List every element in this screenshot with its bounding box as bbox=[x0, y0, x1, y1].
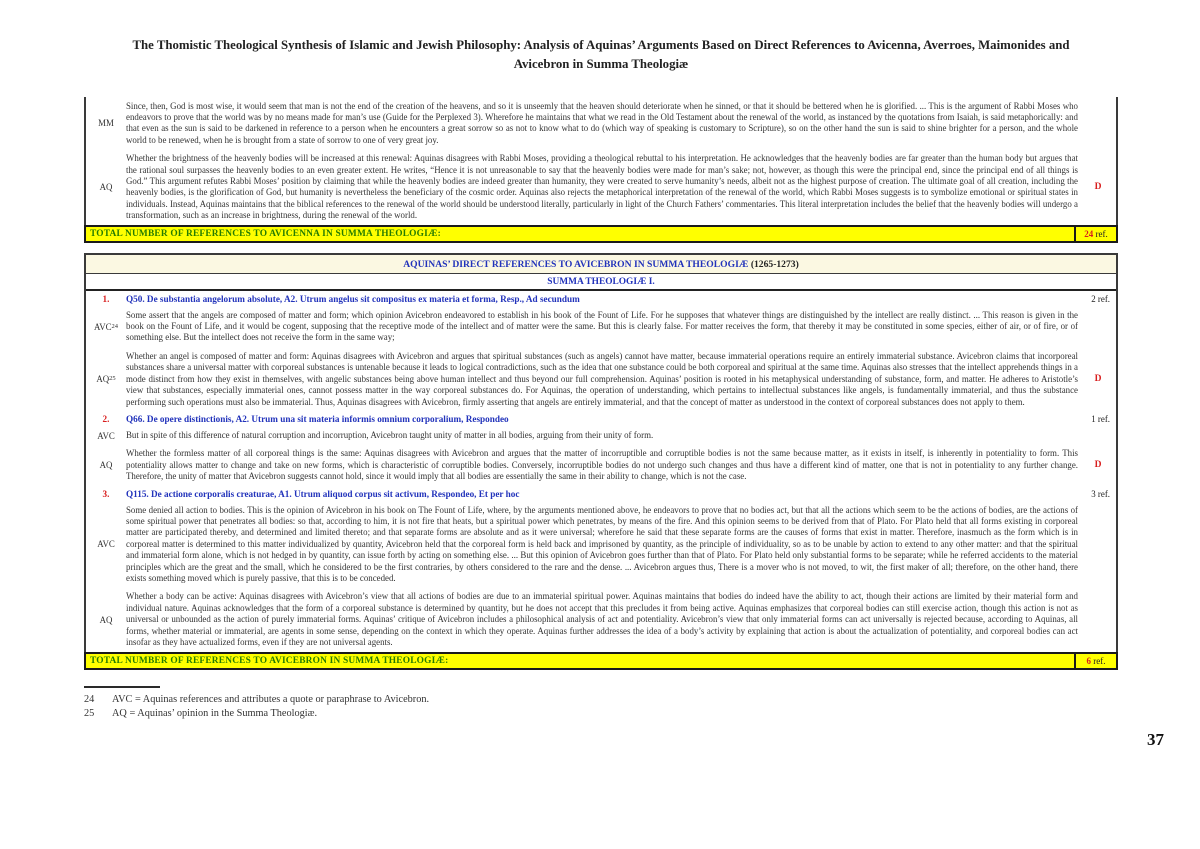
question-title: Q115. De actione corporalis creaturae, A1. Utrum aliquod corpus sit activum, Respondeo, Et per hoc bbox=[126, 488, 520, 499]
avicebron-table-header bbox=[86, 255, 1116, 274]
row-label-avc: AVC bbox=[97, 430, 115, 441]
question-number: 1. bbox=[102, 293, 110, 304]
page-title-line-1: The Thomistic Theological Synthesis of Islamic and Jewish Philosophy: Analysis of Aquinas’ Arguments Based on Direct References to Avicenna, Averroes, Maimonides and bbox=[132, 38, 1070, 52]
question-number: 3. bbox=[102, 488, 110, 499]
ref-count: 1 ref. bbox=[1091, 413, 1110, 424]
row-marker bbox=[1080, 426, 1116, 444]
avicebron-header-years: (1265-1273) bbox=[750, 258, 799, 270]
summa-theologiae-subheader: SUMMA THEOLOGIÆ I. bbox=[86, 274, 1116, 291]
row-label-mm: MM bbox=[98, 118, 114, 129]
avc-label: AVC bbox=[93, 321, 112, 332]
row-label-aq: AQ 25 bbox=[96, 374, 116, 385]
avicenna-references-table bbox=[84, 97, 1118, 243]
table-row-aq-3 bbox=[86, 588, 1116, 652]
footnote-text: AVC = Aquinas references and attributes a quote or paraphrase to Avicebron. bbox=[112, 693, 430, 705]
ref-count: 2 ref. bbox=[1091, 293, 1110, 304]
question-title: Q66. De opere distinctionis, A2. Utrum una sit materia informis omnium corporalium, Respondeo bbox=[126, 413, 509, 424]
avicenna-total-unit: ref. bbox=[1093, 229, 1108, 240]
question-row-2 bbox=[86, 411, 1116, 426]
table-row-avc-1 bbox=[86, 306, 1116, 347]
avicebron-references-table bbox=[84, 253, 1118, 670]
aq-text: Whether a body can be active: Aquinas disagrees with Avicebron’s view that all actions of bodies are due to an immaterial spiritual power. Aquinas maintains that bodies do indeed have the ability to act, though their actions are limited by their material form and individual nature. Aquinas acknowledges that the form of a corporeal substance is determined by quantity, but he does not accept that this precludes it from being active. Aquinas emphasizes that corporeal bodies can still exercise action, though this action is not as universal or unbounded as the action of purely immaterial forms. Aquinas’ critique of Avicebron includes a philosophical analysis of act and potentiality. Avicebron’s view that only immaterial forms can act universally is rejected because, according to Aquinas, all forms, whether material or immaterial, are agents in some sense, depending on the context in which they operate. Aquinas further addresses the idea of a body’s activity by explaining that action is about the actualization of potentiality, and corporeal bodies can act insofar as they have actualized forms, even if they are not universal agents. bbox=[126, 591, 1078, 647]
table-row-avc-3 bbox=[86, 501, 1116, 588]
row-label-avc: AVC bbox=[97, 539, 115, 550]
table-row-aq bbox=[86, 150, 1116, 225]
avicenna-total-row bbox=[84, 225, 1118, 243]
question-row-3 bbox=[86, 486, 1116, 501]
disagreement-marker bbox=[1080, 588, 1116, 652]
table-row-avc-2 bbox=[86, 426, 1116, 444]
footnote-number: 25 bbox=[84, 708, 95, 720]
row-marker bbox=[1080, 501, 1116, 588]
disagreement-marker: D bbox=[1094, 460, 1102, 471]
footnote-number: 24 bbox=[84, 693, 95, 705]
aq-text: Whether an angel is composed of matter and form: Aquinas disagrees with Avicebron and argues that spiritual substances (such as angels) cannot have matter, because immaterial operations require an entirely immaterial substance. Avicebron claims that incorporeal substances share a universal matter with corporeal substances is untenable because it leads to logical contradictions, such as the idea that one substance could be both corporeal and spiritual at the same time. Aquinas also stresses that the intellect apprehends things in a mode distinct from how they exist in themselves, with angelic substances being above human intellect and thus beyond our full comprehension. Aquinas’ position is rooted in his metaphysical understanding of substance, form, and matter. He adheres to Aristotle’s view that substances, especially immaterial ones, cannot possess matter in the way corporeal substances do. For Aquinas, the operation of understanding, which pertains to intellectual substances like angels, is fundamentally immaterial, and thus the substance performing such operations must also be immaterial. Thus, Aquinas disagrees with Avicebron, firmly asserting that angels are entirely immaterial, and that the concept of matter as understood in the context of corporeal substances does not apply to them. bbox=[126, 350, 1078, 407]
avicebron-header-text: AQUINAS’ DIRECT REFERENCES TO AVICEBRON IN SUMMA THEOLOGIÆ bbox=[403, 258, 751, 270]
footnote-25 bbox=[84, 707, 1118, 722]
row-text-aq: Whether the brightness of the heavenly bodies will be increased at this renewal: Aquinas disagrees with Rabbi Moses, providing a theological rebuttal to his interpretation. He acknowledges that the heavenly bodies are far greater than the human body but argues that the rational soul surpasses the heavenly bodies to an even greater extent. He writes, “Hence it is not unreasonable to say that the heavenly bodies were made for man’s sake; not, however, as though this were the principal end, since the principal end of all things is God.” This argument refutes Rabbi Moses’ position by claiming that while the heavenly bodies are indeed greater than humanity, they were created to serve humanity’s needs, albeit not as the highest purpose of creation. The ultimate goal of all creation, including the heavenly bodies, is the glorification of God, but humanity is nevertheless the beneficiary of the cosmic order. Aquinas also rejects the metaphorical interpretation of the renewal of the world, which Rabbi Moses suggests is to symbolize emotional or spiritual states in individuals. Instead, Aquinas maintains that the biblical references to the renewal of the world should be understood literally, particularly in light of the Church Fathers’ commentaries. This literal interpretation includes the belief that the heavenly bodies will undergo a transformation, such as an increase in brightness, during the renewal of the world. bbox=[126, 153, 1078, 221]
row-label-aq: AQ bbox=[99, 614, 113, 625]
disagreement-marker: D bbox=[1094, 374, 1102, 385]
question-row-1 bbox=[86, 291, 1116, 306]
question-number: 2. bbox=[102, 413, 110, 424]
avc-text: Some denied all action to bodies. This is the opinion of Avicebron in his book on The Fount of Life, where, by the arguments mentioned above, he endeavors to prove that no bodies act, but that all the actions which seem to be the actions of bodies, are the actions of some spiritual power that penetrates all bodies: so that, according to him, it is not fire that heats, but a spiritual power which penetrates, by means of the fire. And this opinion seems to be derived from that of Plato. For Plato held that all forms existing in corporeal matter are participated thereby, and determined and limited thereto; and that separate forms are absolute and as it were universal; wherefore he said that these separate forms are the causes of forms that exist in matter. Therefore, inasmuch as the form which is in corporeal matter is determined to this matter individualized by quantity, Avicebron held that the corporeal form is held back and imprisoned by quantity, as the principle of individuality, so as to be unable by action to extend to any other matter: and that the spiritual and immaterial form alone, which is not hedged in by quantity, can issue forth by acting on something else. ... But this opinion of Avicebron goes further than that of Plato. For Plato held only substantial forms to be separate; while he referred accidents to the material principles which are the great and the small, which he considered to be the first contraries, by others considered to the rare and the dense. ... Avicebron argues thus, There is a mover who is not moved, to wit, the first maker of all; therefore, on the other hand, there exists something moved which is purely passive, that this is to be conceded. bbox=[126, 504, 1078, 583]
table-row-aq-2 bbox=[86, 445, 1116, 486]
footnote-separator bbox=[84, 686, 160, 688]
footnote-24 bbox=[84, 693, 1118, 708]
row-label-avc: AVC 24 bbox=[93, 321, 119, 332]
table-row-mm bbox=[86, 97, 1116, 150]
disagreement-marker: D bbox=[1094, 182, 1102, 193]
page-title bbox=[84, 36, 1118, 73]
page-number: 37 bbox=[1147, 730, 1164, 749]
table-row-aq-1 bbox=[86, 347, 1116, 411]
question-title: Q50. De substantia angelorum absolute, A2. Utrum angelus sit compositus ex materia et forma, Resp., Ad secundum bbox=[126, 293, 580, 304]
footnotes bbox=[84, 686, 1118, 722]
avicebron-total-unit: ref. bbox=[1091, 655, 1106, 666]
row-text-mm: Since, then, God is most wise, it would seem that man is not the end of the creation of the heavens, and so it is unseemly that the heaven should deteriorate when he sinned, or that it should be bettered when he is glorified. ... This is the argument of Rabbi Moses who endeavors to prove that the world was by no means made for man’s use (Guide for the Perplexed 3). Wherefore he maintains that what we read in the Old Testament about the renewal of the world, as instanced by the quotations from Isaiah, is said metaphorically: and that even as the sun is said to be darkened in reference to a person when he encounters a great sorrow so as not to know what to do (which way of speaking is customary to Scripture), so on the other hand the sun is said to shine brighter for a person, and the whole world to be renewed, when he is brought from a state of sorrow to one of very great joy. bbox=[126, 100, 1078, 145]
avc-text: But in spite of this difference of natural corruption and incorruption, Avicebron taught unity of matter in all bodies, arguing from their unity of form. bbox=[126, 429, 654, 440]
avicebron-total-label: TOTAL NUMBER OF REFERENCES TO AVICEBRON IN SUMMA THEOLOGIÆ: bbox=[90, 655, 449, 666]
avc-text: Some assert that the angels are composed of matter and form; which opinion Avicebron endeavored to establish in his book of the Fount of Life. For he supposes that whatever things are distinguished by the intellect are really distinct. ... This reason is given in the book on the Fount of Life, and it would be cogent, supposing that the receptive mode of the intellect and of matter were the same. But this is clearly false. For matter receives the form, that thereby it may be constituted in some species, either of air, or of fire, or of something else. But the intellect does not receive the form in the same way; bbox=[126, 309, 1078, 343]
avicenna-total-ref bbox=[1074, 227, 1116, 241]
aq-text: Whether the formless matter of all corporeal things is the same: Aquinas disagrees with Avicebron and argues that the matter of incorruptible and corruptible bodies is not the same because matter, as it exists in itself, is inherently in potentiality to form. This potentiality allows matter to change and take on new forms, which is characteristic of corruptible bodies. Conversely, incorruptible bodies do not undergo such changes and thus have a different kind of matter, one that is not in potentiality to any further change. Therefore, the unity of matter that Avicebron suggests cannot hold, since it would imply that all bodies are essentially the same in their ability to change, which is not the case. bbox=[126, 448, 1078, 482]
avicebron-total-row bbox=[84, 652, 1118, 670]
avicebron-total-count: 6 bbox=[1086, 655, 1091, 666]
row-label-aq: AQ bbox=[99, 460, 113, 471]
page-title-line-2: Avicebron in Summa Theologiæ bbox=[513, 56, 689, 71]
ref-count: 3 ref. bbox=[1091, 488, 1110, 499]
aq-label: AQ bbox=[96, 374, 110, 385]
avicenna-total-label: TOTAL NUMBER OF REFERENCES TO AVICENNA IN SUMMA THEOLOGIÆ: bbox=[90, 229, 441, 240]
row-marker bbox=[1080, 306, 1116, 347]
row-marker bbox=[1080, 97, 1116, 150]
avicenna-total-count: 24 bbox=[1084, 229, 1094, 240]
page-footer bbox=[84, 686, 1118, 722]
footnote-text: AQ = Aquinas’ opinion in the Summa Theologiæ. bbox=[112, 708, 318, 720]
avicebron-total-ref bbox=[1074, 654, 1116, 668]
row-label-aq: AQ bbox=[99, 182, 113, 193]
